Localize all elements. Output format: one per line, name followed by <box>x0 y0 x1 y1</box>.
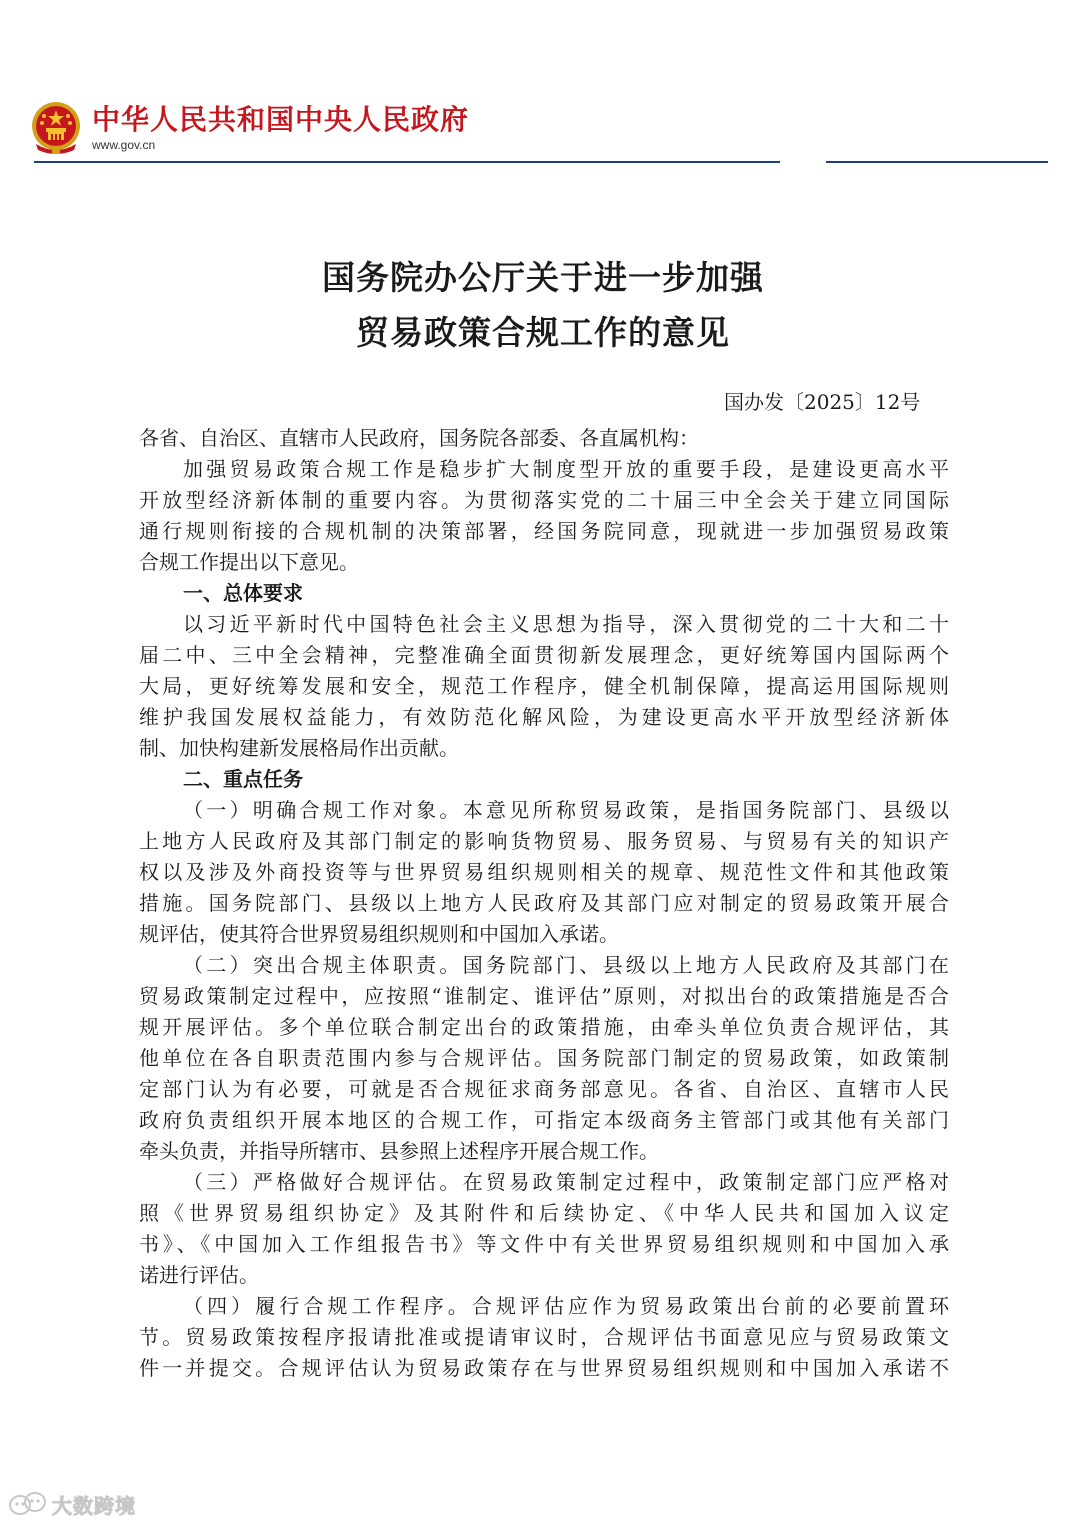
watermark <box>8 1488 136 1520</box>
title-line: 国务院办公厅关于进一步加强 <box>322 258 764 297</box>
body-line: 维护我国发展权益能力，有效防范化解风险，为建设更高水平开放型经济新体 <box>139 705 949 729</box>
body-line: 以习近平新时代中国特色社会主义思想为指导，深入贯彻党的二十大和二十 <box>183 612 949 636</box>
body-line: 诺进行评估。 <box>139 1263 259 1287</box>
body-line: 届二中、三中全会精神，完整准确全面贯彻新发展理念，更好统筹国内国际两个 <box>139 643 949 667</box>
watermark-text: 大数跨境 <box>52 1493 136 1518</box>
body-line: 书》、《中国加入工作组报告书》等文件中有关世界贸易组织规则和中国加入承 <box>139 1232 949 1256</box>
body-line: 件一并提交。合规评估认为贸易政策存在与世界贸易组织规则和中国加入承诺不 <box>139 1356 949 1380</box>
body-line: 政府负责组织开展本地区的合规工作，可指定本级商务主管部门或其他有关部门 <box>139 1108 949 1132</box>
body-line: 措施。国务院部门、县级以上地方人民政府及其部门应对制定的贸易政策开展合 <box>139 891 949 915</box>
site-name: 中华人民共和国中央人民政府 <box>92 103 470 136</box>
body-line: 规评估，使其符合世界贸易组织规则和中国加入承诺。 <box>139 922 619 946</box>
body-line: 贸易政策制定过程中，应按照“谁制定、谁评估”原则，对拟出台的政策措施是否合 <box>139 984 949 1008</box>
body-line: 权以及涉及外商投资等与世界贸易组织规则相关的规章、规范性文件和其他政策 <box>139 860 949 884</box>
document-body <box>139 423 949 1384</box>
site-url: www.gov.cn <box>92 138 156 152</box>
body-line: （一）明确合规工作对象。本意见所称贸易政策，是指国务院部门、县级以 <box>183 798 949 822</box>
body-line: （三）严格做好合规评估。在贸易政策制定过程中，政策制定部门应严格对 <box>183 1170 949 1194</box>
body-line: 开放型经济新体制的重要内容。为贯彻落实党的二十届三中全会关于建立同国际 <box>139 488 949 512</box>
document-number: 国办发〔2025〕12号 <box>724 390 921 414</box>
header-divider-right <box>826 161 1048 163</box>
header-divider-left <box>34 161 780 163</box>
title-line: 贸易政策合规工作的意见 <box>356 313 730 352</box>
body-line: （二）突出合规主体职责。国务院部门、县级以上地方人民政府及其部门在 <box>183 953 949 977</box>
body-line: （四）履行合规工作程序。合规评估应作为贸易政策出台前的必要前置环 <box>183 1294 949 1318</box>
section-heading: 二、重点任务 <box>183 767 303 791</box>
body-line: 制、加快构建新发展格局作出贡献。 <box>139 736 459 760</box>
watermark-logo-icon <box>8 1491 48 1517</box>
site-header <box>0 0 1080 170</box>
body-line: 加强贸易政策合规工作是稳步扩大制度型开放的重要手段，是建设更高水平 <box>183 457 949 481</box>
body-line: 通行规则衔接的合规机制的决策部署，经国务院同意，现就进一步加强贸易政策 <box>139 519 949 543</box>
body-line: 规开展评估。多个单位联合制定出台的政策措施，由牵头单位负责合规评估，其 <box>139 1015 949 1039</box>
body-line: 牵头负责，并指导所辖市、县参照上述程序开展合规工作。 <box>139 1139 659 1163</box>
body-line: 大局，更好统筹发展和安全，规范工作程序，健全机制保障，提高运用国际规则 <box>139 674 949 698</box>
section-heading: 一、总体要求 <box>183 581 303 605</box>
salutation: 各省、自治区、直辖市人民政府，国务院各部委、各直属机构： <box>139 426 699 450</box>
body-line: 定部门认为有必要，可就是否合规征求商务部意见。各省、自治区、直辖市人民 <box>139 1077 949 1101</box>
national-emblem-icon <box>30 100 82 156</box>
body-line: 节。贸易政策按程序报请批准或提请审议时，合规评估书面意见应与贸易政策文 <box>139 1325 949 1349</box>
document-title <box>0 250 1080 360</box>
body-line: 上地方人民政府及其部门制定的影响货物贸易、服务贸易、与贸易有关的知识产 <box>139 829 949 853</box>
body-line: 照《世界贸易组织协定》及其附件和后续协定、《中华人民共和国加入议定 <box>139 1201 949 1225</box>
body-line: 他单位在各自职责范围内参与合规评估。国务院部门制定的贸易政策，如政策制 <box>139 1046 949 1070</box>
body-line: 合规工作提出以下意见。 <box>139 550 359 574</box>
